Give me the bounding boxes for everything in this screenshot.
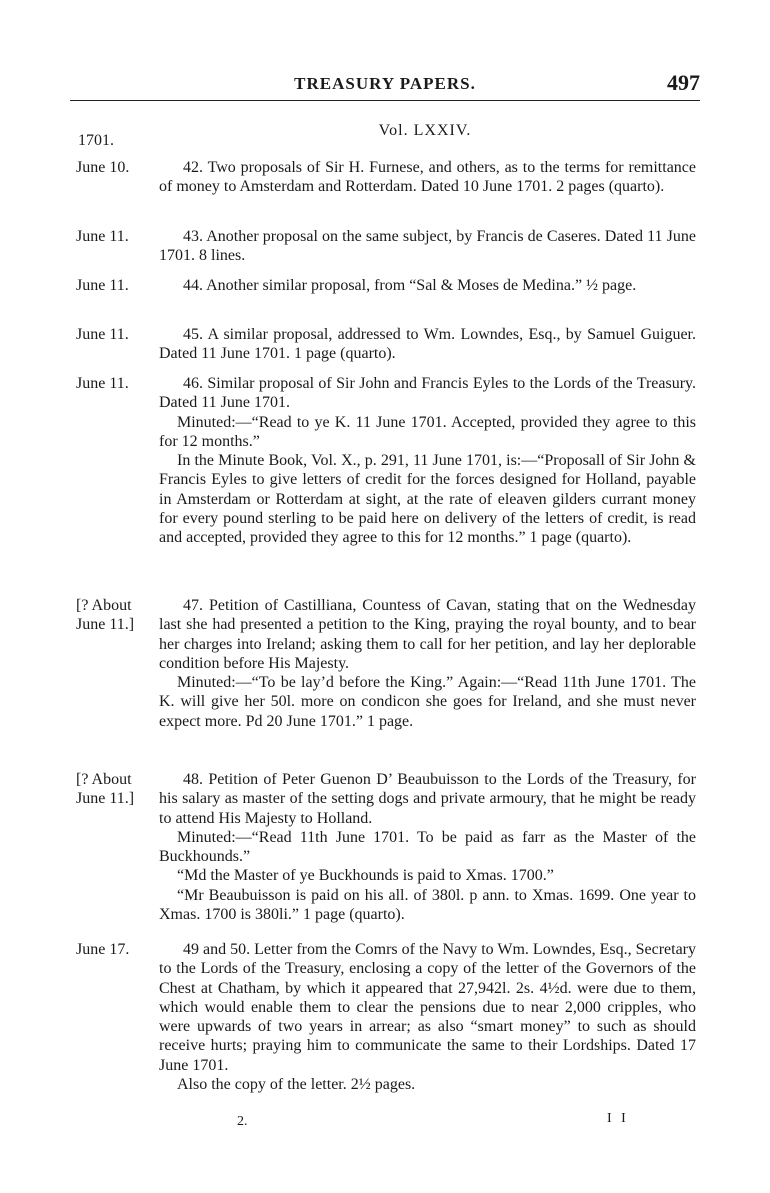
sheet-mark: I I <box>607 1111 629 1126</box>
entry-paragraph: 48. Petition of Peter Guenon D’ Beaubuisson to the Lords of the Treasury, for his salary as master of the setting dogs and private armoury, that he might be ready to attend His Majesty to Holland. <box>159 771 696 827</box>
entry-date: June 11. <box>76 277 129 294</box>
entry-date: June 17. <box>76 941 130 958</box>
entry-date: June 10. <box>76 159 130 176</box>
entry-paragraph: “Mr Beaubuisson is paid on his all. of 380l. p ann. to Xmas. 1699. One year to Xmas. 1700 is 380li.” 1 page (quarto). <box>159 886 696 924</box>
entry-paragraph: 45. A similar proposal, addressed to Wm. Lowndes, Esq., by Samuel Guiguer. Dated 11 June 1701. 1 page (quarto). <box>159 326 696 363</box>
entry-paragraph: “Md the Master of ye Buckhounds is paid to Xmas. 1700.” <box>177 867 554 885</box>
entry-text <box>159 276 696 295</box>
entry-text <box>159 227 696 266</box>
entry-paragraph: In the Minute Book, Vol. X., p. 291, 11 June 1701, is:—“Proposall of Sir John & Francis Eyles to give letters of credit for the forces designed for Holland, payable in Amsterdam or Rotterdam at sight, at the rate of eleaven gilders currant money for every pound sterling to be paid here on delivery of the letters of credit, is read and accepted, provided they agree to this for 12 months.” 1 page (quarto). <box>159 452 696 547</box>
entry-date: June 11. <box>76 326 129 343</box>
entry-text <box>159 940 696 1094</box>
entry-paragraph: 43. Another proposal on the same subject, by Francis de Caseres. Dated 11 June 1701. 8 lines. <box>159 228 696 265</box>
entry-date: June 11. <box>76 228 129 245</box>
entry-date: June 11. <box>76 375 129 392</box>
volume-heading: Vol. LXXIV. <box>378 122 472 139</box>
running-header <box>70 70 700 101</box>
entry-date: [? About June 11.] <box>76 597 135 633</box>
entry-paragraph: 47. Petition of Castilliana, Countess of Cavan, stating that on the Wednesday last she had presented a petition to the King, praying the royal bounty, and to bear her charges into Ireland; asking them to call for her petition, and lay her deplorable condition before His Majesty. <box>159 597 696 672</box>
entry-paragraph: Minuted:—“To be lay’d before the King.” Again:—“Read 11th June 1701. The K. will give her 50l. more on condicon she goes for Ireland, and she must never expect more. Pd 20 June 1701.” 1 page. <box>159 674 696 730</box>
entry-paragraph: 42. Two proposals of Sir H. Furnese, and others, as to the terms for remittance of money to Amsterdam and Rotterdam. Dated 10 June 1701. 2 pages (quarto). <box>159 159 696 196</box>
entry-paragraph: 49 and 50. Letter from the Comrs of the Navy to Wm. Lowndes, Esq., Secretary to the Lords of the Treasury, enclosing a copy of the letter of the Governors of the Chest at Chatham, by which it appeared that 27,942l. 2s. 4½d. were due to them, which would enable them to clear the pensions due to near 2,000 cripples, who were upwards of two years in arrear; as also “smart money” to such as should receive hurts; praying him to communicate the same to their Lordships. Dated 17 June 1701. <box>159 941 696 1074</box>
entry-date: [? About June 11.] <box>76 771 135 807</box>
year-label: 1701. <box>78 132 114 149</box>
entry-text <box>159 770 696 924</box>
entry-paragraph: Minuted:—“Read 11th June 1701. To be paid as farr as the Master of the Buckhounds.” <box>159 828 696 866</box>
entry-text <box>159 158 696 197</box>
page-header-title: TREASURY PAPERS. <box>294 74 476 93</box>
page-number: 497 <box>667 70 700 95</box>
signature-mark: 2. <box>237 1114 248 1129</box>
entry-paragraph: Minuted:—“Read to ye K. 11 June 1701. Accepted, provided they agree to this for 12 months.” <box>159 413 696 450</box>
entry-paragraph: 44. Another similar proposal, from “Sal & Moses de Medina.” ½ page. <box>183 277 637 294</box>
entry-text <box>159 325 696 364</box>
entry-text <box>159 374 696 548</box>
entry-paragraph: 46. Similar proposal of Sir John and Francis Eyles to the Lords of the Treasury. Dated 11 June 1701. <box>159 375 696 412</box>
entry-text <box>159 596 696 731</box>
entry-paragraph: Also the copy of the letter. 2½ pages. <box>177 1076 416 1094</box>
